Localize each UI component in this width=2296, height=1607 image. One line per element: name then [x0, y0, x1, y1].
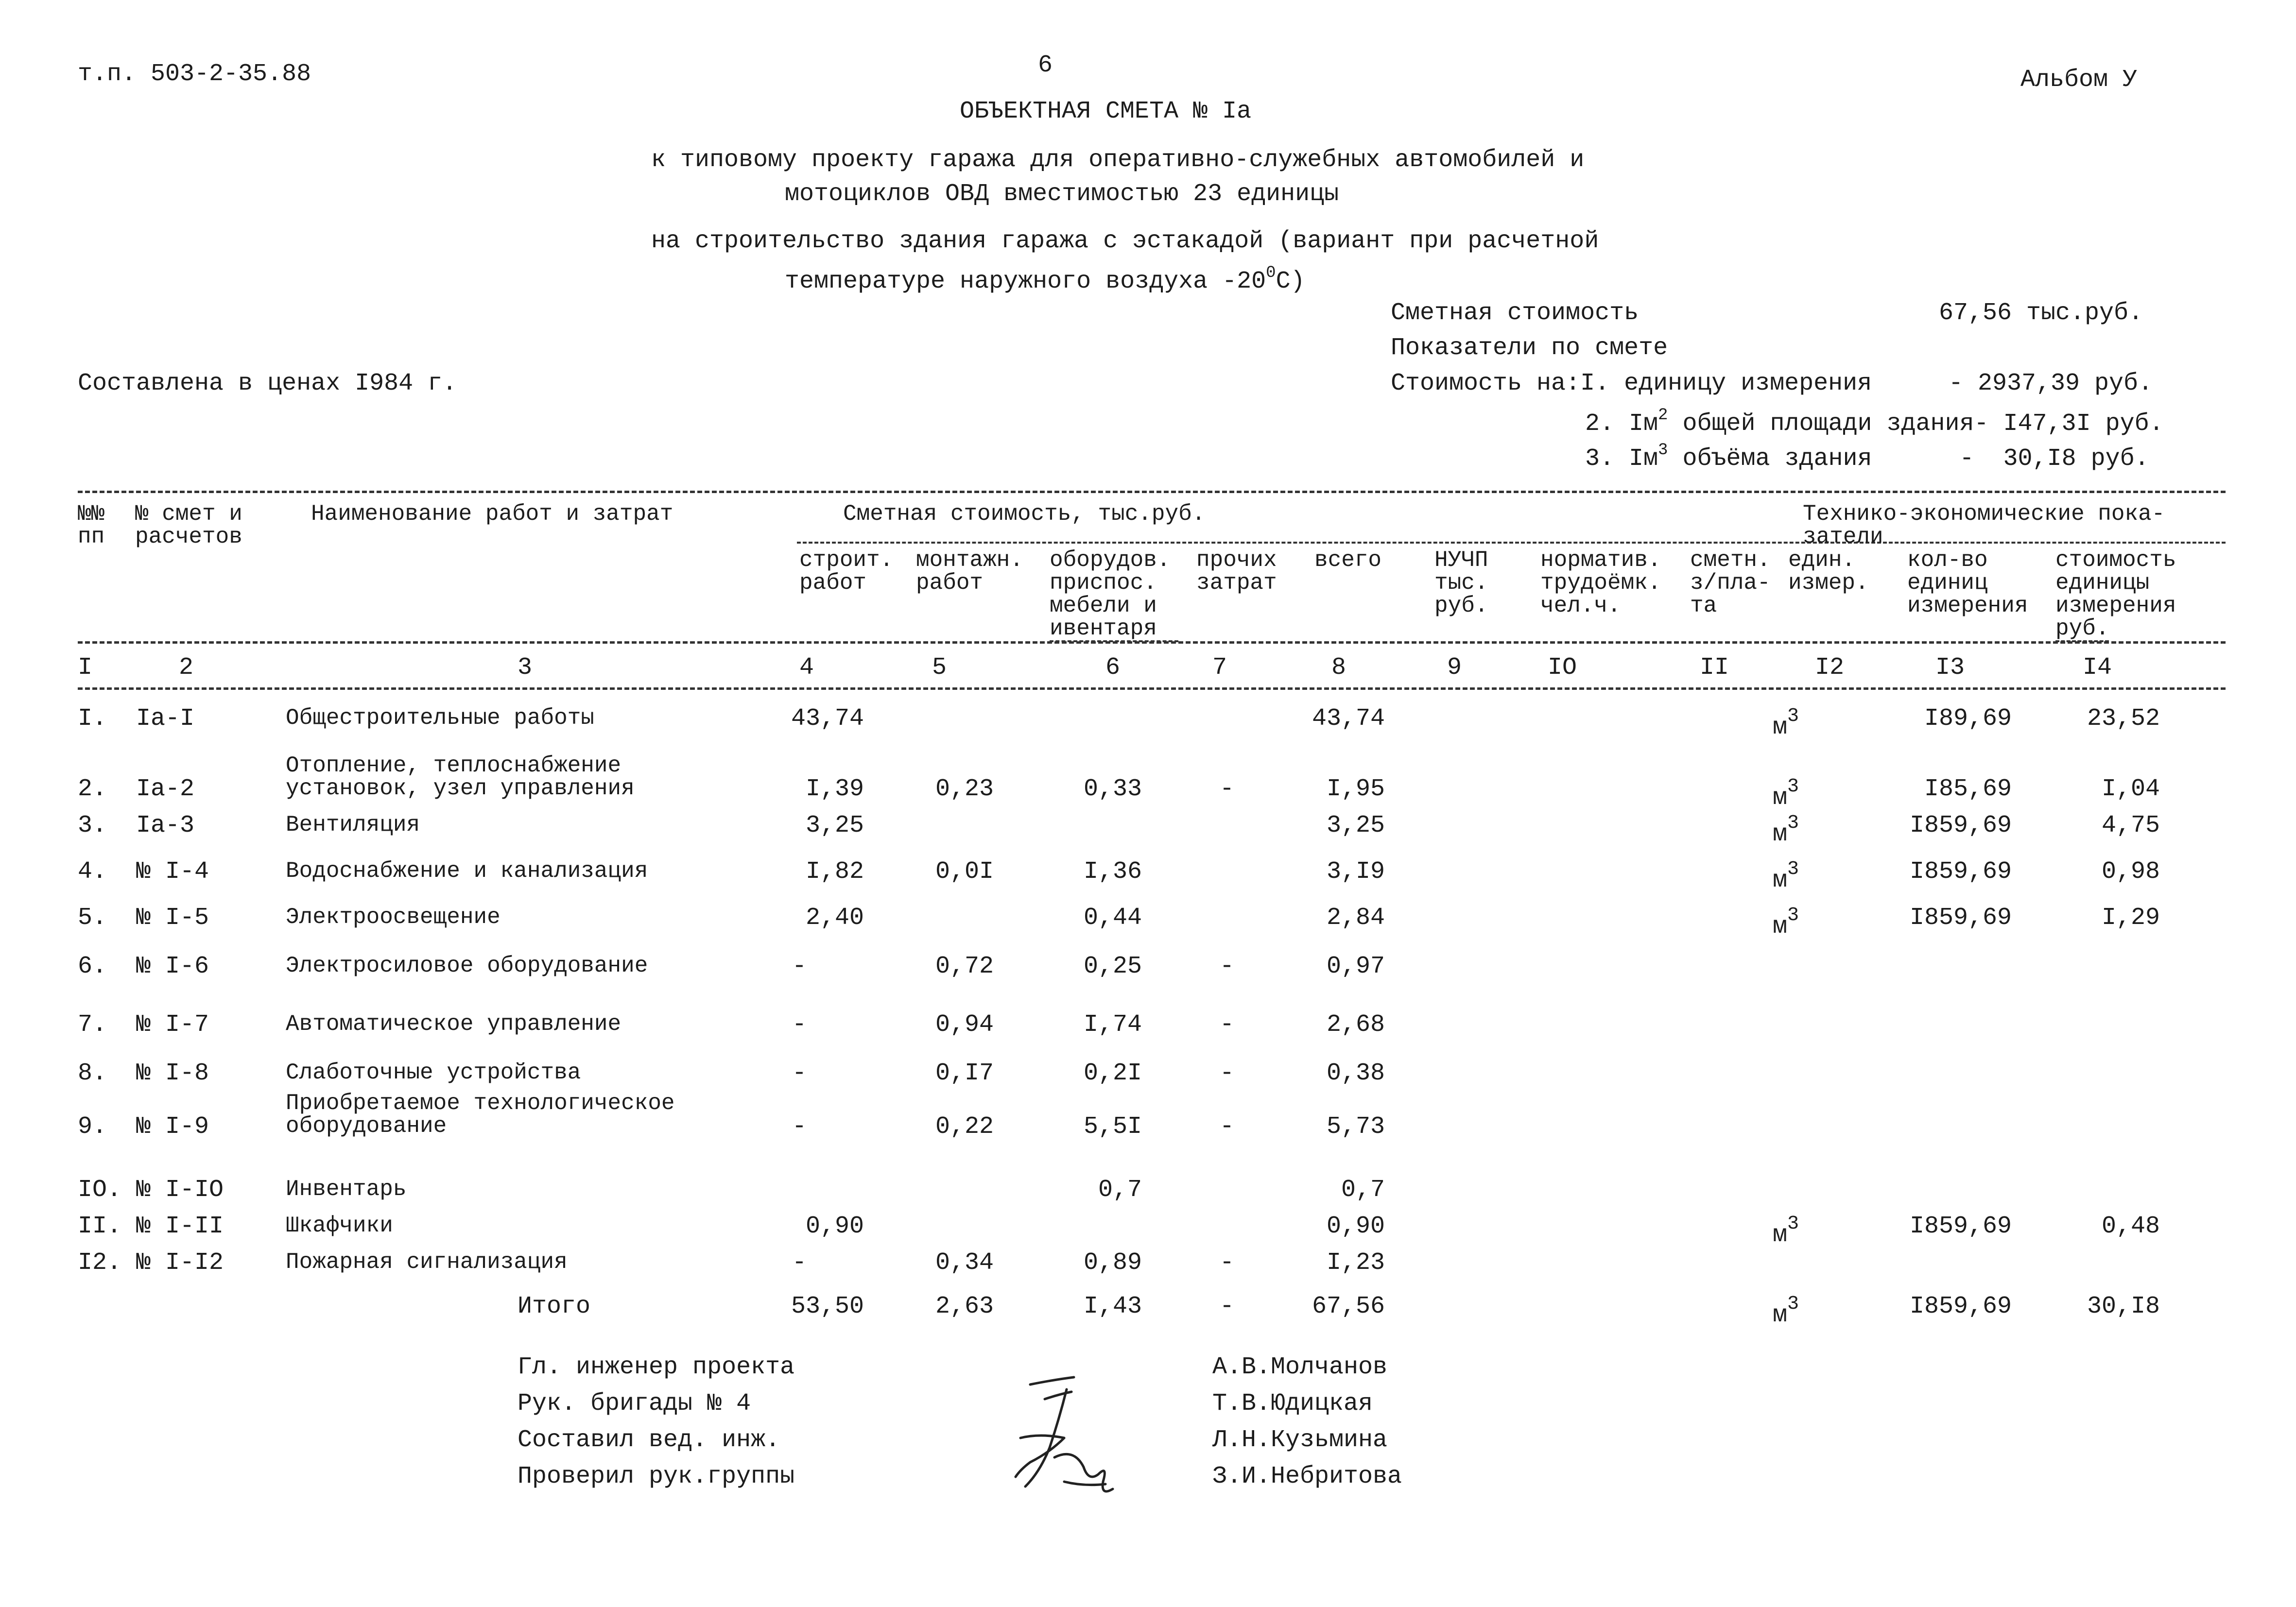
header-total: всего: [1314, 547, 1382, 573]
other-cost: -: [1219, 953, 1234, 980]
equipment-cost: 5,5I: [1083, 1113, 1142, 1141]
estimate-ref: № I-II: [136, 1213, 224, 1240]
header-installation: монтажн. работ: [916, 547, 1023, 596]
handwritten-signature: [986, 1365, 1132, 1511]
cost-per-m3: 3. $Iм^3$ объёма здания - 30,I8 руб.: [1585, 441, 2149, 473]
construction-cost: -: [792, 1249, 807, 1277]
installation-cost: 0,23: [935, 775, 994, 803]
row-number: I.: [78, 705, 107, 733]
work-name: Инвентарь: [286, 1177, 407, 1202]
total-cost: 0,97: [1326, 953, 1385, 980]
header-cost-group: Сметная стоимость, тыс.руб.: [843, 501, 1206, 527]
installation-cost: 0,22: [935, 1113, 994, 1141]
construction-cost: -: [792, 1113, 807, 1141]
cost-label: Сметная стоимость: [1391, 299, 1639, 327]
header-nuchp: НУЧП тыс. руб.: [1434, 547, 1488, 618]
column-number-14: I4: [2082, 654, 2112, 682]
album-label: Альбом У: [2020, 66, 2138, 94]
total-equipment: I,43: [1083, 1293, 1142, 1320]
row-number: 8.: [78, 1060, 107, 1087]
column-number-12: I2: [1814, 654, 1844, 682]
unit-count: I85,69: [1924, 775, 2012, 803]
unit-count: I859,69: [1909, 1213, 2012, 1240]
header-construction: строит. работ: [799, 547, 894, 596]
work-name: Электросиловое оборудование: [286, 953, 648, 978]
header-labor: норматив. трудоёмк. чел.ч.: [1540, 547, 1661, 618]
unit-of-measure: $м^3$: [1773, 905, 1799, 940]
header-row-number: №№ пп: [78, 501, 105, 549]
signature-name: А.В.Молчанов: [1212, 1353, 1388, 1381]
unit-cost: 0,98: [2101, 858, 2160, 886]
column-number-4: 4: [799, 654, 814, 682]
row-number: 6.: [78, 953, 107, 980]
column-number-10: IO: [1547, 654, 1577, 682]
indicators-label: Показатели по смете: [1391, 334, 1668, 362]
estimate-ref: № I-4: [136, 858, 209, 886]
estimate-ref: № I-8: [136, 1060, 209, 1087]
signature-role: Рук. бригады № 4: [518, 1390, 751, 1418]
work-name: Шкафчики: [286, 1213, 393, 1238]
unit-cost: 4,75: [2101, 812, 2160, 839]
total-cost: 0,7: [1341, 1176, 1385, 1204]
work-name: Приобретаемое технологическое оборудование: [286, 1091, 675, 1139]
equipment-cost: I,74: [1083, 1011, 1142, 1039]
total-cost: 2,68: [1326, 1011, 1385, 1039]
installation-cost: 0,34: [935, 1249, 994, 1277]
work-name: Водоснабжение и канализация: [286, 858, 648, 884]
estimate-ref: Iа-2: [136, 775, 195, 803]
column-number-8: 8: [1331, 654, 1346, 682]
unit-of-measure: $м^3$: [1773, 1213, 1799, 1249]
total-unit-count: I859,69: [1909, 1293, 2012, 1320]
header-estimate-ref: № смет и расчетов: [135, 501, 242, 549]
total-cost: I,23: [1326, 1249, 1385, 1277]
column-number-2: 2: [178, 654, 193, 682]
construction-cost: I,82: [805, 858, 864, 886]
row-number: 9.: [78, 1113, 107, 1141]
row-number: II.: [78, 1213, 122, 1240]
other-cost: -: [1219, 1060, 1234, 1087]
construction-cost: 43,74: [791, 705, 864, 733]
construction-cost: 3,25: [805, 812, 864, 839]
unit-cost: I,29: [2101, 904, 2160, 932]
column-number-13: I3: [1935, 654, 1965, 682]
cost-per-unit-value: - 2937,39 руб.: [1949, 370, 2153, 397]
prices-note: Составлена в ценах I984 г.: [78, 370, 457, 397]
estimate-ref: Iа-3: [136, 812, 195, 839]
table-top-rule: [78, 491, 2226, 493]
estimate-ref: Iа-I: [136, 705, 195, 733]
work-name: Слаботочные устройства: [286, 1060, 581, 1085]
installation-cost: 0,0I: [935, 858, 994, 886]
equipment-cost: 0,2I: [1083, 1060, 1142, 1087]
row-number: 3.: [78, 812, 107, 839]
header-tech-group: Технико-экономические пока- затели: [1803, 501, 2165, 549]
other-cost: -: [1219, 1249, 1234, 1277]
signature-role: Проверил рук.группы: [518, 1463, 795, 1490]
total-cost: 3,25: [1326, 812, 1385, 839]
row-number: IO.: [78, 1176, 122, 1204]
signature-role: Гл. инженер проекта: [518, 1353, 795, 1381]
equipment-cost: 0,33: [1083, 775, 1142, 803]
column-number-5: 5: [932, 654, 947, 682]
document-code: т.п. 503-2-35.88: [78, 60, 311, 88]
equipment-cost: I,36: [1083, 858, 1142, 886]
total-cost: I,95: [1326, 775, 1385, 803]
installation-cost: 0,72: [935, 953, 994, 980]
document-title: ОБЪЕКТНАЯ СМЕТА № Iа: [960, 98, 1252, 125]
unit-of-measure: $м^3$: [1773, 812, 1799, 848]
unit-count: I89,69: [1924, 705, 2012, 733]
subtitle-line-3: на строительство здания гаража с эстакадой (вариант при расчетной: [651, 227, 1599, 255]
unit-count: I859,69: [1909, 812, 2012, 839]
unit-of-measure: $м^3$: [1773, 858, 1799, 894]
page-number: 6: [1038, 51, 1053, 79]
cost-per-m2: 2. $Iм^2$ общей площади здания- I47,3I руб.: [1585, 406, 2164, 438]
column-number-7: 7: [1212, 654, 1227, 682]
column-number-1: I: [77, 654, 92, 682]
total-cost: 2,84: [1326, 904, 1385, 932]
work-name: Отопление, теплоснабжение установок, узел управления: [286, 753, 635, 801]
header-equipment: оборудов. приспос. мебели и ивентаря: [1050, 547, 1171, 641]
unit-cost: 23,52: [2087, 705, 2160, 733]
unit-of-measure: $м^3$: [1773, 1293, 1799, 1329]
signature-name: З.И.Небритова: [1212, 1463, 1402, 1490]
total-installation: 2,63: [935, 1293, 994, 1320]
signature-role: Составил вед. инж.: [518, 1426, 780, 1454]
unit-of-measure: $м^3$: [1773, 705, 1799, 741]
other-cost: -: [1219, 1011, 1234, 1039]
construction-cost: 2,40: [805, 904, 864, 932]
work-name: Автоматическое управление: [286, 1011, 621, 1037]
cost-value: 67,56 тыс.руб.: [1939, 299, 2143, 327]
work-name: Электроосвещение: [286, 905, 501, 930]
equipment-cost: 0,25: [1083, 953, 1142, 980]
total-cost: 0,90: [1326, 1213, 1385, 1240]
column-number-3: 3: [517, 654, 532, 682]
construction-cost: 0,90: [805, 1213, 864, 1240]
cost-per-unit-label: Стоимость на:I. единицу измерения: [1391, 370, 1872, 397]
header-wages: сметн. з/пла- та: [1690, 547, 1771, 618]
work-name: Пожарная сигнализация: [286, 1249, 568, 1275]
total-other: -: [1219, 1293, 1234, 1320]
equipment-cost: 0,44: [1083, 904, 1142, 932]
column-number-6: 6: [1105, 654, 1120, 682]
row-number: I2.: [78, 1249, 122, 1277]
unit-count: I859,69: [1909, 858, 2012, 886]
total-construction: 53,50: [791, 1293, 864, 1320]
construction-cost: -: [792, 953, 807, 980]
work-name: Вентиляция: [286, 812, 420, 838]
column-number-9: 9: [1447, 654, 1462, 682]
installation-cost: 0,94: [935, 1011, 994, 1039]
estimate-ref: № I-9: [136, 1113, 209, 1141]
unit-of-measure: $м^3$: [1773, 776, 1799, 812]
work-name: Общестроительные работы: [286, 705, 594, 731]
unit-cost: I,04: [2101, 775, 2160, 803]
header-unit: един. измер.: [1788, 547, 1869, 596]
total-sum: 67,56: [1312, 1293, 1385, 1320]
equipment-cost: 0,7: [1098, 1176, 1142, 1204]
total-cost: 3,I9: [1326, 858, 1385, 886]
unit-count: I859,69: [1909, 904, 2012, 932]
numbers-bottom-rule: [78, 687, 2226, 690]
signature-name: Л.Н.Кузьмина: [1212, 1426, 1388, 1454]
total-unit-cost: 30,I8: [2087, 1293, 2160, 1320]
other-cost: -: [1219, 1113, 1234, 1141]
equipment-cost: 0,89: [1083, 1249, 1142, 1277]
total-cost: 0,38: [1326, 1060, 1385, 1087]
row-number: 7.: [78, 1011, 107, 1039]
estimate-ref: № I-6: [136, 953, 209, 980]
column-number-11: II: [1699, 654, 1729, 682]
row-number: 5.: [78, 904, 107, 932]
total-label: Итого: [518, 1293, 591, 1320]
estimate-ref: № I-7: [136, 1011, 209, 1039]
other-cost: -: [1219, 775, 1234, 803]
estimate-ref: № I-I2: [136, 1249, 224, 1277]
header-other: прочих затрат: [1196, 547, 1277, 596]
unit-cost: 0,48: [2101, 1213, 2160, 1240]
total-cost: 43,74: [1312, 705, 1385, 733]
subtitle-line-4: температуре наружного воздуха $-20^0С$): [785, 264, 1305, 295]
signature-name: Т.В.Юдицкая: [1212, 1390, 1373, 1418]
construction-cost: -: [792, 1011, 807, 1039]
subtitle-line-1: к типовому проекту гаража для оперативно-служебных автомобилей и: [651, 146, 1585, 174]
header-unit-cost: стоимость единицы измерения руб.: [2055, 547, 2176, 641]
estimate-ref: № I-IO: [136, 1176, 224, 1204]
header-unit-count: кол-во единиц измерения: [1907, 547, 2028, 618]
installation-cost: 0,I7: [935, 1060, 994, 1087]
row-number: 2.: [78, 775, 107, 803]
subtitle-line-2: мотоциклов ОВД вместимостью 23 единицы: [785, 180, 1339, 208]
estimate-ref: № I-5: [136, 904, 209, 932]
construction-cost: I,39: [805, 775, 864, 803]
header-work-name: Наименование работ и затрат: [311, 501, 673, 527]
row-number: 4.: [78, 858, 107, 886]
construction-cost: -: [792, 1060, 807, 1087]
total-cost: 5,73: [1326, 1113, 1385, 1141]
